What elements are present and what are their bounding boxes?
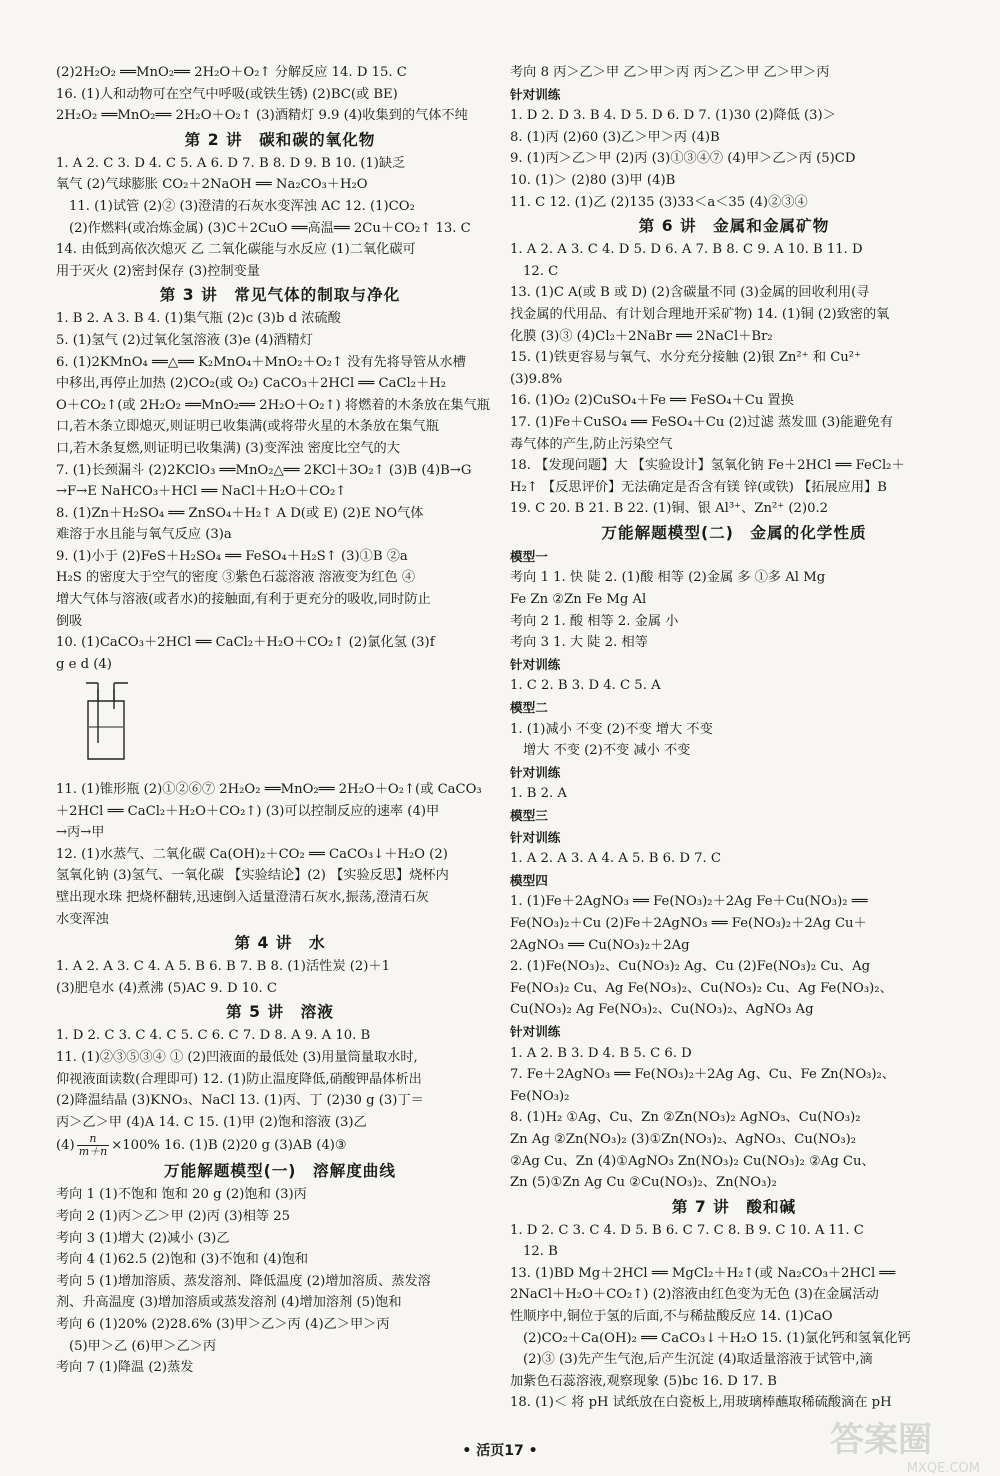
answer-line: 16. (1)人和动物可在空气中呼吸(或铁生锈) (2)BC(或 BE) [56, 86, 398, 102]
answer-line: 增大 不变 (2)不变 减小 不变 [523, 743, 691, 759]
answer-line: (2)2H₂O₂ ══MnO₂══ 2H₂O＋O₂↑ 分解反应 14. D 15. C [56, 65, 407, 80]
answer-line: 6. (1)2KMnO₄ ══△══ K₂MnO₄＋MnO₂＋O₂↑ 没有先将导管从水槽 [56, 354, 466, 370]
answer-line: 15. (1)铁更容易与氧气、水分充分接触 (2)银 Zn²⁺ 和 Cu²⁺ [510, 350, 862, 366]
section-heading: 第 6 讲 金属和金属矿物 [638, 217, 830, 236]
fraction-denominator: m＋n [78, 1145, 108, 1159]
subsection-label: 针对训练 [510, 829, 561, 845]
answer-line: 剂、升高温度 (3)增加溶质或蒸发溶剂 (4)增加溶剂 (5)饱和 [56, 1295, 402, 1311]
answer-line: 2H₂O₂ ══MnO₂══ 2H₂O＋O₂↑ (3)酒精灯 9.9 (4)收集到的气体不纯 [56, 108, 468, 124]
answer-line: 氧气 (2)气球膨胀 CO₂＋2NaOH ══ Na₂CO₃＋H₂O [56, 177, 368, 193]
section-heading: 万能解题模型(二) 金属的化学性质 [601, 523, 867, 542]
subsection-label: 模型一 [510, 548, 548, 564]
answer-line: 19. C 20. B 21. B 22. (1)铜、银 Al³⁺、Zn²⁺ (2)0.2 [510, 501, 829, 517]
answer-line: 毒气体的产生,防止污染空气 [510, 436, 673, 452]
answer-line: 加紫色石蕊溶液,观察现象 (5)bc 16. D 17. B [510, 1373, 777, 1389]
answer-line: 9. (1)丙＞乙＞甲 (2)丙 (3)①③④⑦ (4)甲＞乙＞丙 (5)CD [510, 151, 856, 167]
answer-line: Cu(NO₃)₂ Ag Fe(NO₃)₂、Cu(NO₃)₂、AgNO₃ Ag [510, 1002, 814, 1018]
gas-bottle-figure [76, 679, 156, 765]
watermark-logo-text: 答案圈 [830, 1420, 932, 1460]
answer-line: 1. A 2. C 3. D 4. C 5. A 6. D 7. B 8. D 9. B 10. (1)缺乏 [56, 155, 406, 171]
answer-line: 1. B 2. A [510, 786, 567, 802]
answer-line: Zn (5)①Zn Ag Cu ②Cu(NO₃)₂、Zn(NO₃)₂ [510, 1175, 777, 1191]
answer-line: 2NaCl＋H₂O＋CO₂↑) (2)溶液由红色变为无色 (3)在金属活动 [510, 1287, 879, 1303]
answer-line: 1. C 2. B 3. D 4. C 5. A [510, 678, 661, 694]
answer-text: (4) [56, 1138, 75, 1154]
answer-line: 1. D 2. C 3. C 4. D 5. B 6. C 7. C 8. B 9. C 10. A 11. C [510, 1222, 864, 1238]
answer-line: Fe Zn ②Zn Fe Mg Al [510, 592, 647, 608]
answer-line: 考向 4 (1)62.5 (2)饱和 (3)不饱和 (4)饱和 [56, 1252, 309, 1268]
answer-line: O＋CO₂↑(或 2H₂O₂ ══MnO₂══ 2H₂O＋O₂↑) 将燃着的木条放在集气瓶 [56, 397, 490, 413]
answer-line: 丙＞乙＞甲 (4)A 14. C 15. (1)甲 (2)饱和溶液 (3)乙 [56, 1114, 367, 1130]
answer-line: 1. D 2. C 3. C 4. C 5. C 6. C 7. D 8. A 9. A 10. B [56, 1028, 371, 1044]
answer-line: 考向 2 (1)丙＞乙＞甲 (2)丙 (3)相等 25 [56, 1208, 291, 1224]
answer-line: 7. (1)长颈漏斗 (2)2KClO₃ ══MnO₂△══ 2KCl＋3O₂↑ (3)B (4)B→G [56, 462, 472, 478]
answer-line: 仰视液面读数(合理即可) 12. (1)防止温度降低,硝酸钾晶体析出 [56, 1071, 422, 1087]
answer-line: Fe(NO₃)₂ Cu、Ag Fe(NO₃)₂、Cu(NO₃)₂ Cu、Ag Fe(NO₃)₂、 [510, 980, 893, 996]
answer-line: 13. (1)BD Mg＋2HCl ══ MgCl₂＋H₂↑(或 Na₂CO₃＋2HCl ══ [510, 1265, 896, 1281]
answer-line: 18. 【发现问题】大 【实验设计】氢氧化钠 Fe＋2HCl ══ FeCl₂＋ [510, 458, 905, 474]
watermark-url: MXQE.COM [906, 1461, 980, 1476]
answer-line: (2)降温结晶 (3)KNO₃、NaCl 13. (1)丙、丁 (2)30 g (3)丁＝ [56, 1093, 424, 1109]
answer-line: ＋2HCl ══ CaCl₂＋H₂O＋CO₂↑) (3)可以控制反应的速率 (4)甲 [56, 803, 440, 819]
answer-line: 11. (1)锥形瓶 (2)①②⑥⑦ 2H₂O₂ ══MnO₂══ 2H₂O＋O₂↑(或 CaCO₃ [56, 782, 482, 798]
subsection-label: 模型二 [510, 700, 548, 716]
answer-line: (3)肥皂水 (4)煮沸 (5)AC 9. D 10. C [56, 980, 277, 996]
answer-line: 倒吸 [56, 613, 83, 629]
answer-line: Fe(NO₃)₂＋Cu (2)Fe＋2AgNO₃ ══ Fe(NO₃)₂＋2Ag Cu＋ [510, 915, 867, 931]
answer-line: 性顺序中,铜位于氢的后面,不与稀盐酸反应 14. (1)CaO [510, 1309, 833, 1325]
answer-line: 1. (1)Fe＋2AgNO₃ ══ Fe(NO₃)₂＋2Ag Fe＋Cu(NO₃)₂ ══ [510, 894, 868, 910]
answer-line: 8. (1)H₂ ①Ag、Cu、Zn ②Zn(NO₃)₂ AgNO₃、Cu(NO₃)₂ [510, 1110, 861, 1126]
answer-line: 1. (1)减小 不变 (2)不变 增大 不变 [510, 721, 713, 737]
answer-line: 考向 6 (1)20% (2)28.6% (3)甲＞乙＞丙 (4)乙＞甲＞丙 [56, 1316, 390, 1332]
fraction-numerator: n [77, 1133, 110, 1146]
answer-line: 5. (1)氢气 (2)过氧化氢溶液 (3)e (4)酒精灯 [56, 332, 313, 348]
answer-line: 18. (1)＜ 将 pH 试纸放在白瓷板上,用玻璃棒蘸取稀硫酸滴在 pH [510, 1395, 892, 1411]
page-number: • 活页17 • [462, 1443, 538, 1459]
answer-line: g e d (4) [56, 656, 112, 672]
answer-line: (3)9.8% [510, 371, 563, 387]
answer-line: 用于灭火 (2)密封保存 (3)控制变量 [56, 263, 260, 279]
answer-line: (5)甲＞乙 (6)甲＞乙＞丙 [69, 1338, 217, 1354]
subsection-label: 针对训练 [510, 656, 561, 672]
section-heading: 第 3 讲 常见气体的制取与净化 [159, 286, 401, 305]
answer-line: 口,若木条立即熄灭,则证明已收集满(或将带火星的木条放在集气瓶 [56, 419, 439, 435]
answer-line: H₂S 的密度大于空气的密度 ③紫色石蕊溶液 溶液变为红色 ④ [56, 570, 416, 586]
answer-line: (2)CO₂＋Ca(OH)₂ ══ CaCO₃↓＋H₂O 15. (1)氯化钙和氢氧化钙 [523, 1330, 911, 1346]
answer-line: 11. (1)②③⑤③④ ① (2)凹液面的最低处 (3)用量筒量取水时, [56, 1049, 418, 1065]
answer-line: 1. A 2. B 3. D 4. B 5. C 6. D [510, 1045, 692, 1061]
answer-line: 12. C [523, 263, 559, 279]
answer-text: ×100% 16. (1)B (2)20 g (3)AB (4)③ [111, 1138, 347, 1154]
section-heading: 第 2 讲 碳和碳的氧化物 [184, 130, 376, 149]
answer-line: 1. D 2. D 3. B 4. D 5. D 6. D 7. (1)30 (2)降低 (3)＞ [510, 108, 836, 124]
answer-line: 10. (1)＞ (2)80 (3)甲 (4)B [510, 172, 676, 188]
figure-container [76, 679, 504, 773]
answer-line: 考向 2 1. 酸 相等 2. 金属 小 [510, 613, 679, 629]
answer-line: 1. A 2. A 3. C 4. D 5. D 6. A 7. B 8. C 9. A 10. B 11. D [510, 242, 863, 258]
answer-line: 2AgNO₃ ══ Cu(NO₃)₂＋2Ag [510, 937, 690, 953]
answer-line: 17. (1)Fe＋CuSO₄ ══ FeSO₄＋Cu (2)过滤 蒸发皿 (3)能避免有 [510, 414, 894, 430]
section-heading: 第 7 讲 酸和碱 [671, 1197, 797, 1216]
answer-line [56, 1133, 504, 1158]
answer-line: 考向 8 丙＞乙＞甲 乙＞甲＞丙 丙＞乙＞甲 乙＞甲＞丙 [510, 65, 830, 80]
answer-line: →丙→甲 [56, 825, 105, 841]
subsection-label: 针对训练 [510, 86, 561, 102]
answer-line: 16. (1)O₂ (2)CuSO₄＋Fe ══ FeSO₄＋Cu 置换 [510, 393, 794, 409]
answer-line: 口,若木条复燃,则证明已收集满) (3)变浑浊 密度比空气的大 [56, 440, 400, 456]
answer-line: (2)作燃料(或冶炼金属) (3)C＋2CuO ══高温══ 2Cu＋CO₂↑ 13. C [69, 220, 471, 236]
watermark [830, 1412, 980, 1476]
answer-line: 12. B [523, 1244, 558, 1260]
left-column [56, 62, 504, 1379]
answer-line: 8. (1)Zn＋H₂SO₄ ══ ZnSO₄＋H₂↑ A D(或 E) (2)E NO气体 [56, 505, 424, 521]
answer-line: 10. (1)CaCO₃＋2HCl ══ CaCl₂＋H₂O＋CO₂↑ (2)氯化氢 (3)f [56, 635, 435, 651]
section-heading: 万能解题模型(一) 溶解度曲线 [164, 1162, 396, 1181]
answer-line: 7. Fe＋2AgNO₃ ══ Fe(NO₃)₂＋2Ag Ag、Cu、Fe Zn(NO₃)₂、 [510, 1067, 896, 1083]
subsection-label: 针对训练 [510, 764, 561, 780]
answer-line: 9. (1)小于 (2)FeS＋H₂SO₄ ══ FeSO₄＋H₂S↑ (3)①B ②a [56, 548, 408, 564]
answer-line: ②Ag Cu、Zn (4)①AgNO₃ Zn(NO₃)₂ Cu(NO₃)₂ ②Ag Cu、 [510, 1153, 875, 1169]
answer-line: (2)③ (3)先产生气泡,后产生沉淀 (4)取适量溶液于试管中,滴 [523, 1352, 873, 1368]
answer-line: H₂↑ 【反思评价】无法确定是否含有镁 锌(或铁) 【拓展应用】B [510, 479, 887, 495]
answer-line: 2. (1)Fe(NO₃)₂、Cu(NO₃)₂ Ag、Cu (2)Fe(NO₃)₂ Cu、Ag [510, 959, 871, 975]
answer-line: Fe(NO₃)₂ [510, 1088, 570, 1104]
answer-line: 水变浑浊 [56, 911, 109, 927]
section-heading: 第 5 讲 溶液 [226, 1003, 334, 1022]
answer-line: 考向 3 1. 大 陡 2. 相等 [510, 635, 648, 651]
answer-line: 1. A 2. A 3. A 4. A 5. B 6. D 7. C [510, 851, 722, 867]
answer-line: 11. C 12. (1)乙 (2)135 (3)33＜a＜35 (4)②③④ [510, 194, 808, 210]
answer-line: 8. (1)丙 (2)60 (3)乙＞甲＞丙 (4)B [510, 129, 720, 145]
answer-line: 13. (1)C A(或 B 或 D) (2)含碳量不同 (3)金属的回收利用(寻 [510, 285, 870, 301]
section-heading: 第 4 讲 水 [234, 934, 326, 953]
subsection-label: 模型三 [510, 808, 548, 823]
answer-line: 考向 5 (1)增加溶质、蒸发溶剂、降低温度 (2)增加溶质、蒸发溶 [56, 1273, 431, 1289]
answer-line: 考向 3 (1)增大 (2)减小 (3)乙 [56, 1230, 230, 1246]
answer-line: 找金属的代用品、有计划合理地开采矿物) 14. (1)铜 (2)致密的氧 [510, 306, 890, 322]
answer-line: 增大气体与溶液(或者水)的接触面,有利于更充分的吸收,同时防止 [56, 592, 431, 608]
answer-line: Zn Ag ②Zn(NO₃)₂ (3)①Zn(NO₃)₂、AgNO₃、Cu(NO₃)₂ [510, 1131, 857, 1147]
answer-line: 壁出现水珠 把烧杯翻转,迅速倒入适量澄清石灰水,振荡,澄清石灰 [56, 890, 429, 905]
answer-line: 化膜 (3)③ (4)Cl₂＋2NaBr ══ 2NaCl＋Br₂ [510, 328, 773, 344]
answer-line: 中移出,再停止加热 (2)CO₂(或 O₂) CaCO₃＋2HCl ══ CaCl₂＋H₂ [56, 376, 447, 392]
answer-line: 考向 7 (1)降温 (2)蒸发 [56, 1360, 194, 1376]
answer-line: 1. A 2. A 3. C 4. A 5. B 6. B 7. B 8. (1)活性炭 (2)＋1 [56, 959, 390, 975]
answer-line: →F→E NaHCO₃＋HCl ══ NaCl＋H₂O＋CO₂↑ [56, 484, 347, 500]
answer-line: 1. B 2. A 3. B 4. (1)集气瓶 (2)c (3)b d 浓硫酸 [56, 311, 341, 327]
answer-line: 难溶于水且能与氧气反应 (3)a [56, 527, 232, 543]
subsection-label: 模型四 [510, 872, 548, 888]
answer-line: 氢氧化钠 (3)氢气、一氧化碳 【实验结论】(2) 【实验反思】烧杯内 [56, 868, 449, 884]
answer-line: 考向 1 1. 快 陡 2. (1)酸 相等 (2)金属 多 ①多 Al Mg [510, 570, 826, 586]
answer-line: 14. 由低到高依次熄灭 乙 二氧化碳能与水反应 (1)二氧化碳可 [56, 242, 416, 258]
subsection-label: 针对训练 [510, 1023, 561, 1039]
right-column [510, 62, 958, 1414]
answer-line: 考向 1 (1)不饱和 饱和 20 g (2)饱和 (3)丙 [56, 1187, 307, 1203]
fraction [77, 1133, 110, 1158]
answer-line: 12. (1)水蒸气、二氧化碳 Ca(OH)₂＋CO₂ ══ CaCO₃↓＋H₂O (2) [56, 846, 448, 862]
answer-line: 11. (1)试管 (2)② (3)澄清的石灰水变浑浊 AC 12. (1)CO₂ [69, 198, 415, 214]
